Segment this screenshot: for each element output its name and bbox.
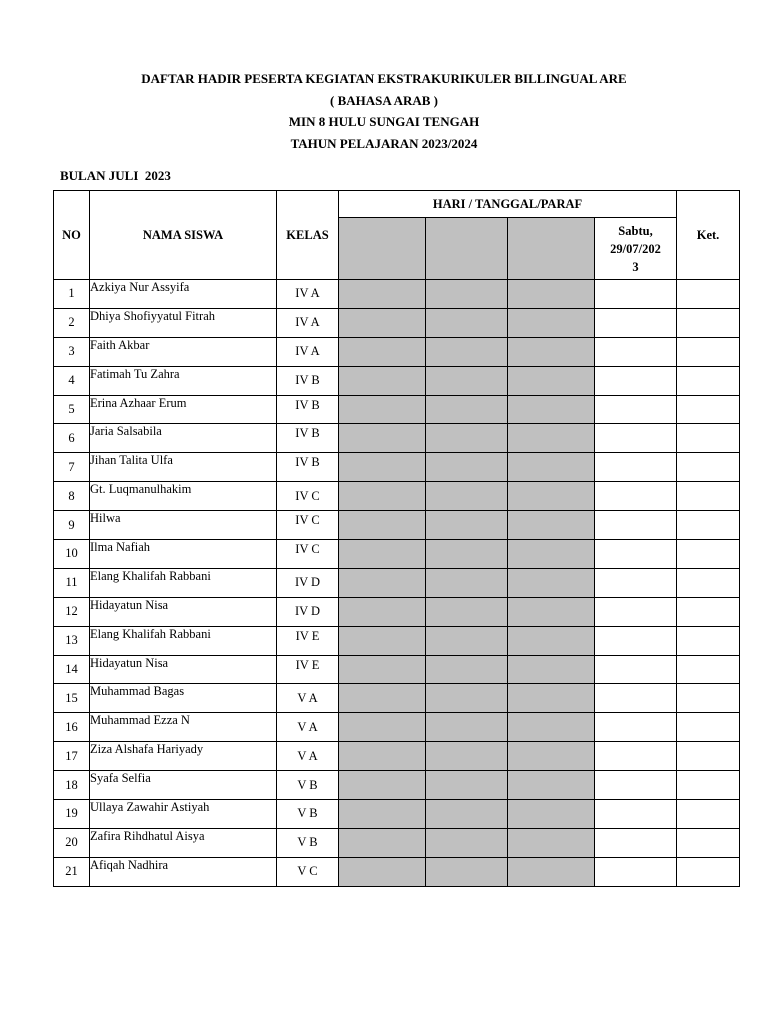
attendance-cell-shaded: [508, 453, 595, 482]
student-name: Faith Akbar: [90, 337, 277, 366]
student-class: IV C: [277, 540, 339, 569]
document-header: [0, 68, 768, 154]
attendance-cell-shaded: [508, 597, 595, 626]
attendance-cell-shaded: [339, 800, 426, 829]
student-class: V A: [277, 713, 339, 742]
attendance-cell-shaded: [339, 308, 426, 337]
attendance-cell-shaded: [508, 828, 595, 857]
attendance-cell-shaded: [339, 366, 426, 395]
student-name: Erina Azhaar Erum: [90, 395, 277, 424]
student-class: IV B: [277, 424, 339, 453]
student-class: IV C: [277, 482, 339, 511]
row-number: 13: [54, 626, 90, 655]
table-row: [54, 857, 740, 886]
attendance-cell-shaded: [508, 337, 595, 366]
ket-cell: [677, 655, 740, 684]
table-row: [54, 540, 740, 569]
student-class: V B: [277, 800, 339, 829]
attendance-cell: [595, 540, 677, 569]
row-number: 2: [54, 308, 90, 337]
attendance-cell: [595, 857, 677, 886]
attendance-cell-shaded: [508, 308, 595, 337]
table-row: [54, 482, 740, 511]
attendance-cell: [595, 568, 677, 597]
ket-cell: [677, 828, 740, 857]
attendance-cell: [595, 424, 677, 453]
ket-cell: [677, 626, 740, 655]
attendance-cell-shaded: [426, 684, 508, 713]
row-number: 9: [54, 511, 90, 540]
attendance-cell: [595, 771, 677, 800]
table-row: [54, 626, 740, 655]
attendance-cell-shaded: [426, 713, 508, 742]
attendance-cell-shaded: [339, 568, 426, 597]
student-class: V B: [277, 771, 339, 800]
attendance-cell-shaded: [508, 568, 595, 597]
attendance-cell-shaded: [339, 337, 426, 366]
attendance-cell: [595, 626, 677, 655]
table-row: [54, 453, 740, 482]
attendance-cell-shaded: [339, 395, 426, 424]
student-name: Muhammad Ezza N: [90, 713, 277, 742]
header-name: NAMA SISWA: [90, 191, 277, 280]
student-name: Azkiya Nur Assyifa: [90, 280, 277, 309]
table-row: [54, 800, 740, 829]
student-name: Gt. Luqmanulhakim: [90, 482, 277, 511]
ket-cell: [677, 511, 740, 540]
student-name: Dhiya Shofiyyatul Fitrah: [90, 308, 277, 337]
ket-cell: [677, 713, 740, 742]
ket-cell: [677, 771, 740, 800]
attendance-cell: [595, 366, 677, 395]
table-row: [54, 742, 740, 771]
table-row: [54, 395, 740, 424]
student-class: IV B: [277, 395, 339, 424]
row-number: 19: [54, 800, 90, 829]
student-name: Jihan Talita Ulfa: [90, 453, 277, 482]
ket-cell: [677, 280, 740, 309]
student-class: IV A: [277, 337, 339, 366]
attendance-cell-shaded: [508, 395, 595, 424]
header-date-3: [508, 218, 595, 280]
attendance-cell-shaded: [426, 857, 508, 886]
student-class: IV C: [277, 511, 339, 540]
attendance-rows: [54, 280, 740, 887]
student-name: Ilma Nafiah: [90, 540, 277, 569]
table-row: [54, 424, 740, 453]
attendance-cell-shaded: [508, 424, 595, 453]
table-row: [54, 308, 740, 337]
ket-cell: [677, 453, 740, 482]
student-name: Jaria Salsabila: [90, 424, 277, 453]
attendance-cell-shaded: [426, 540, 508, 569]
row-number: 10: [54, 540, 90, 569]
ket-cell: [677, 568, 740, 597]
attendance-cell-shaded: [508, 713, 595, 742]
header-hari-tanggal-paraf: HARI / TANGGAL/PARAF: [339, 191, 677, 218]
attendance-cell-shaded: [426, 655, 508, 684]
attendance-cell: [595, 511, 677, 540]
row-number: 20: [54, 828, 90, 857]
date4-day: Sabtu,: [618, 223, 653, 238]
table-row: [54, 280, 740, 309]
student-name: Zafira Rihdhatul Aisya: [90, 828, 277, 857]
attendance-cell-shaded: [426, 597, 508, 626]
attendance-cell: [595, 684, 677, 713]
attendance-cell-shaded: [508, 655, 595, 684]
attendance-cell-shaded: [339, 424, 426, 453]
header-date-4: [595, 218, 677, 280]
attendance-cell-shaded: [426, 280, 508, 309]
date4-date-cont: 3: [632, 259, 639, 274]
row-number: 5: [54, 395, 90, 424]
row-number: 7: [54, 453, 90, 482]
ket-cell: [677, 857, 740, 886]
attendance-cell-shaded: [426, 511, 508, 540]
row-number: 15: [54, 684, 90, 713]
student-class: V A: [277, 742, 339, 771]
school-name: MIN 8 HULU SUNGAI TENGAH: [288, 114, 480, 129]
student-name: Muhammad Bagas: [90, 684, 277, 713]
attendance-cell-shaded: [426, 337, 508, 366]
attendance-cell-shaded: [339, 511, 426, 540]
attendance-cell-shaded: [508, 857, 595, 886]
attendance-cell: [595, 482, 677, 511]
attendance-cell-shaded: [339, 280, 426, 309]
attendance-cell: [595, 655, 677, 684]
attendance-cell-shaded: [426, 626, 508, 655]
attendance-cell-shaded: [426, 771, 508, 800]
header-date-1: [339, 218, 426, 280]
ket-cell: [677, 742, 740, 771]
row-number: 3: [54, 337, 90, 366]
attendance-cell-shaded: [426, 482, 508, 511]
table-row: [54, 568, 740, 597]
row-number: 6: [54, 424, 90, 453]
student-class: IV B: [277, 366, 339, 395]
ket-cell: [677, 424, 740, 453]
attendance-cell-shaded: [339, 828, 426, 857]
attendance-cell-shaded: [339, 857, 426, 886]
attendance-cell-shaded: [339, 771, 426, 800]
academic-year: TAHUN PELAJARAN 2023/2024: [290, 135, 478, 151]
ket-cell: [677, 540, 740, 569]
attendance-cell-shaded: [339, 713, 426, 742]
row-number: 18: [54, 771, 90, 800]
ket-cell: [677, 684, 740, 713]
attendance-cell-shaded: [426, 366, 508, 395]
attendance-cell-shaded: [508, 800, 595, 829]
attendance-cell-shaded: [339, 453, 426, 482]
ket-cell: [677, 482, 740, 511]
student-class: V B: [277, 828, 339, 857]
table-row: [54, 597, 740, 626]
table-row: [54, 713, 740, 742]
ket-cell: [677, 800, 740, 829]
attendance-cell-shaded: [426, 308, 508, 337]
student-class: IV B: [277, 453, 339, 482]
student-name: Ullaya Zawahir Astiyah: [90, 800, 277, 829]
attendance-cell-shaded: [339, 482, 426, 511]
table-row: [54, 337, 740, 366]
attendance-cell-shaded: [426, 424, 508, 453]
table-row: [54, 511, 740, 540]
attendance-cell-shaded: [508, 482, 595, 511]
attendance-cell-shaded: [508, 280, 595, 309]
attendance-cell-shaded: [426, 742, 508, 771]
attendance-cell: [595, 337, 677, 366]
student-class: V A: [277, 684, 339, 713]
student-class: IV D: [277, 568, 339, 597]
attendance-cell-shaded: [339, 655, 426, 684]
attendance-cell: [595, 280, 677, 309]
student-name: Elang Khalifah Rabbani: [90, 626, 277, 655]
attendance-cell-shaded: [508, 684, 595, 713]
header-ket: Ket.: [677, 191, 740, 280]
document-title: DAFTAR HADIR PESERTA KEGIATAN EKSTRAKURIKULER BILLINGUAL ARE: [141, 71, 627, 86]
row-number: 4: [54, 366, 90, 395]
row-number: 17: [54, 742, 90, 771]
table-row: [54, 771, 740, 800]
student-class: IV E: [277, 626, 339, 655]
student-name: Afiqah Nadhira: [90, 857, 277, 886]
table-row: [54, 366, 740, 395]
student-class: IV A: [277, 280, 339, 309]
ket-cell: [677, 366, 740, 395]
attendance-cell-shaded: [508, 366, 595, 395]
attendance-cell: [595, 742, 677, 771]
student-class: IV A: [277, 308, 339, 337]
attendance-cell-shaded: [339, 540, 426, 569]
attendance-cell: [595, 597, 677, 626]
month-label: BULAN JULI 2023: [60, 168, 171, 183]
attendance-cell-shaded: [508, 742, 595, 771]
attendance-cell-shaded: [426, 453, 508, 482]
attendance-cell-shaded: [339, 742, 426, 771]
table-row: [54, 655, 740, 684]
attendance-cell-shaded: [508, 540, 595, 569]
row-number: 21: [54, 857, 90, 886]
attendance-cell: [595, 308, 677, 337]
row-number: 14: [54, 655, 90, 684]
row-number: 8: [54, 482, 90, 511]
attendance-cell: [595, 453, 677, 482]
attendance-cell-shaded: [426, 395, 508, 424]
table-row: [54, 828, 740, 857]
student-class: IV E: [277, 655, 339, 684]
student-name: Syafa Selfia: [90, 771, 277, 800]
ket-cell: [677, 308, 740, 337]
row-number: 11: [54, 568, 90, 597]
attendance-cell: [595, 713, 677, 742]
attendance-cell-shaded: [508, 626, 595, 655]
attendance-cell: [595, 395, 677, 424]
attendance-cell-shaded: [339, 597, 426, 626]
header-date-2: [426, 218, 508, 280]
attendance-cell-shaded: [339, 684, 426, 713]
student-name: Hidayatun Nisa: [90, 597, 277, 626]
header-no: NO: [54, 191, 90, 280]
document-subtitle: ( BAHASA ARAB ): [330, 92, 438, 108]
student-name: Fatimah Tu Zahra: [90, 366, 277, 395]
student-name: Hidayatun Nisa: [90, 655, 277, 684]
date4-date: 29/07/202: [610, 241, 661, 256]
attendance-cell-shaded: [508, 511, 595, 540]
table-row: [54, 684, 740, 713]
student-name: Elang Khalifah Rabbani: [90, 568, 277, 597]
attendance-cell-shaded: [508, 771, 595, 800]
attendance-cell: [595, 828, 677, 857]
student-class: IV D: [277, 597, 339, 626]
ket-cell: [677, 597, 740, 626]
attendance-cell: [595, 800, 677, 829]
attendance-cell-shaded: [426, 568, 508, 597]
attendance-cell-shaded: [426, 800, 508, 829]
row-number: 1: [54, 280, 90, 309]
attendance-cell-shaded: [426, 828, 508, 857]
student-class: V C: [277, 857, 339, 886]
row-number: 16: [54, 713, 90, 742]
header-kelas: KELAS: [277, 191, 339, 280]
attendance-table: [53, 190, 740, 887]
attendance-cell-shaded: [339, 626, 426, 655]
student-name: Hilwa: [90, 511, 277, 540]
student-name: Ziza Alshafa Hariyady: [90, 742, 277, 771]
row-number: 12: [54, 597, 90, 626]
ket-cell: [677, 395, 740, 424]
ket-cell: [677, 337, 740, 366]
